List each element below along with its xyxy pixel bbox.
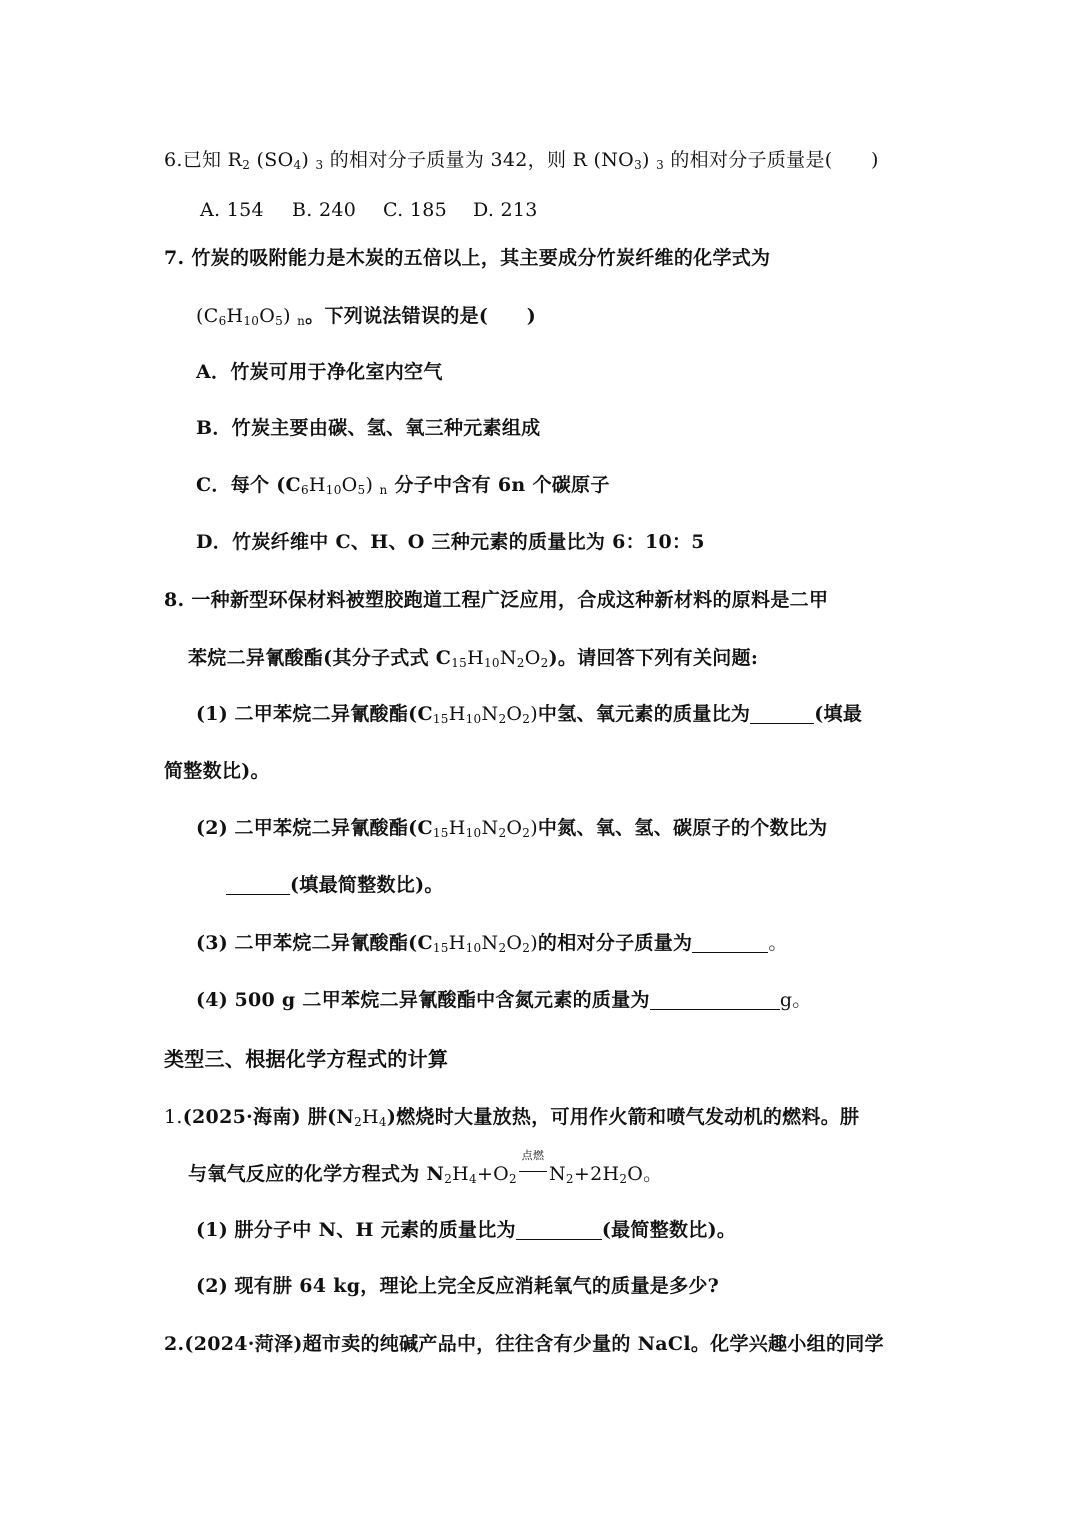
q6-option-b: B. 240 [292,199,357,221]
q8-part2: (2) 二甲苯烷二异氰酸酯$(C_{15}H_{10}N_2O_2)$中氮、氧、氢、碳原子的个数比为 [196,817,828,840]
c1-part2: (2) 现有肼 64 kg，理论上完全反应消耗氧气的质量是多少? [196,1275,720,1297]
answer-blank-8-1[interactable] [750,703,814,724]
answer-blank-8-3[interactable] [692,932,768,953]
q7-stem-line2: $(C_6H_{10}O_5)$ $_n$。下列说法错误的是( ) [196,305,537,328]
q6-stem: 6.已知 $R_2$ $(SO_4)$ $_3$ 的相对分子质量为 342，则 R $(NO_3)$ $_3$ 的相对分子质量是( ) [164,149,879,172]
q8-part3: (3) 二甲苯烷二异氰酸酯$(C_{15}H_{10}N_2O_2)$的相对分子质量为 。 [196,932,788,955]
q8-part4: (4) 500 g 二甲苯烷二异氰酸酯中含氮元素的质量为 g。 [196,989,812,1011]
q6-option-c: C. 185 [383,199,448,221]
section-heading: 类型三、根据化学方程式的计算 [164,1047,449,1071]
q7-option-b: B．竹炭主要由碳、氢、氧三种元素组成 [196,417,541,439]
c2-stem-line1: 2.(2024·菏泽)超市卖的纯碱产品中，往往含有少量的 NaCl。化学兴趣小组的同学 [164,1333,884,1355]
q7-option-d: D．竹炭纤维中 C、H、O 三种元素的质量比为 6：10：5 [196,531,705,553]
q8-part1: (1) 二甲苯烷二异氰酸酯$(C_{15}H_{10}N_2O_2)$中氢、氧元素的质量比为 (填最 [196,703,863,726]
c1-stem-line2: 与氧气反应的化学方程式为 $N_2H_4+O_2$ 点燃 $N_2+2H_2O$。 [188,1149,663,1186]
answer-blank-8-4[interactable] [650,989,780,1010]
q7-option-a: A．竹炭可用于净化室内空气 [196,361,443,383]
c1-part1: (1) 肼分子中 N、H 元素的质量比为 (最简整数比)。 [196,1219,737,1241]
reaction-arrow: 点燃 [517,1164,549,1178]
q7-stem-line1: 7. 竹炭的吸附能力是木炭的五倍以上，其主要成分竹炭纤维的化学式为 [164,247,771,269]
c1-stem-line1: 1.(2025·海南) 肼$(N_2H_4)$燃烧时大量放热，可用作火箭和喷气发动机的燃料。肼 [164,1106,860,1129]
q8-stem-line1: 8. 一种新型环保材料被塑胶跑道工程广泛应用，合成这种新材料的原料是二甲 [164,589,829,611]
answer-blank-8-2[interactable] [226,874,290,895]
q6-option-a: A. 154 [200,199,264,221]
q7-option-c: C．每个 $(C_6H_{10}O_5)$ $_n$ 分子中含有 6n 个碳原子 [196,474,610,497]
q8-part2-cont: (填最简整数比)。 [226,872,444,898]
answer-blank-c1-1[interactable] [516,1219,602,1240]
q8-stem-line2: 苯烷二异氰酸酯(其分子式式 $C_{15}H_{10}N_2O_2$)。请回答下列有关问题: [188,647,759,670]
q6-option-d: D. 213 [473,199,538,221]
q8-part1-cont: 简整数比)。 [164,760,270,782]
